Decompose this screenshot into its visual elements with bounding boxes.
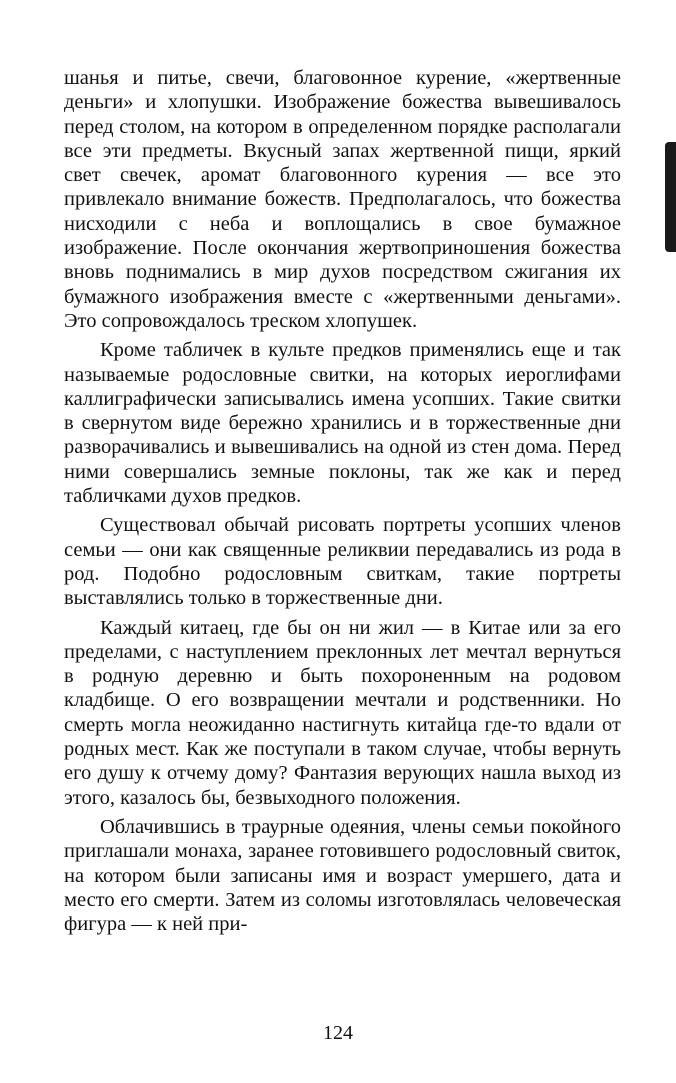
paragraph-1: шанья и питье, свечи, благовонное курение, «жертвенные деньги» и хлопушки. Изображение божества вывешивалось перед столом, на котором в определенном порядке располагали все эти предметы. Вкусный запах жертвенной пищи, яркий свет свечек, аромат благовонного курения — все это привлекало внимание божеств. Предполагалось, что божества нисходили с неба и воплощались в свое бумажное изображение. После окончания жертвоприношения божества вновь поднимались в мир духов посредством сжигания их бумажного изображения вместе с «жертвенными деньгами». Это сопровождалось треском хлопушек. (64, 67, 621, 332)
paragraph-3: Существовал обычай рисовать портреты усопших членов семьи — они как священные реликвии передавались из рода в род. Подобно родословным свиткам, такие портреты выставлялись только в торжественные дни. (64, 514, 621, 610)
page-edge-mark (665, 142, 676, 252)
paragraph-2: Кроме табличек в культе предков применялись еще и так называемые родословные свитки, на которых иероглифами каллиграфически записывались имена усопших. Такие свитки в свернутом виде бережно хранились и в торжественные дни разворачивались и вывешивались на одной из стен дома. Перед ними совершались земные поклоны, так же как и перед табличками духов предков. (64, 339, 621, 508)
paragraph-4: Каждый китаец, где бы он ни жил — в Китае или за его пределами, с наступлением преклонных лет мечтал вернуться в родную деревню и быть похороненным на родовом кладбище. О его возвращении мечтали и родственники. Но смерть могла неожиданно настигнуть китайца где-то вдали от родных мест. Как же поступали в таком случае, чтобы вернуть его душу к отчему дому? Фантазия верующих нашла выход из этого, казалось бы, безвыходного положения. (64, 616, 621, 809)
paragraph-5: Облачившись в траурные одеяния, члены семьи покойного приглашали монаха, заранее готовившего родословный свиток, на котором были записаны имя и возраст умершего, дата и место его смерти. Затем из соломы изготовлялась человеческая фигура — к ней при- (64, 815, 621, 936)
page-body (64, 66, 621, 941)
page-number: 124 (323, 1022, 353, 1044)
